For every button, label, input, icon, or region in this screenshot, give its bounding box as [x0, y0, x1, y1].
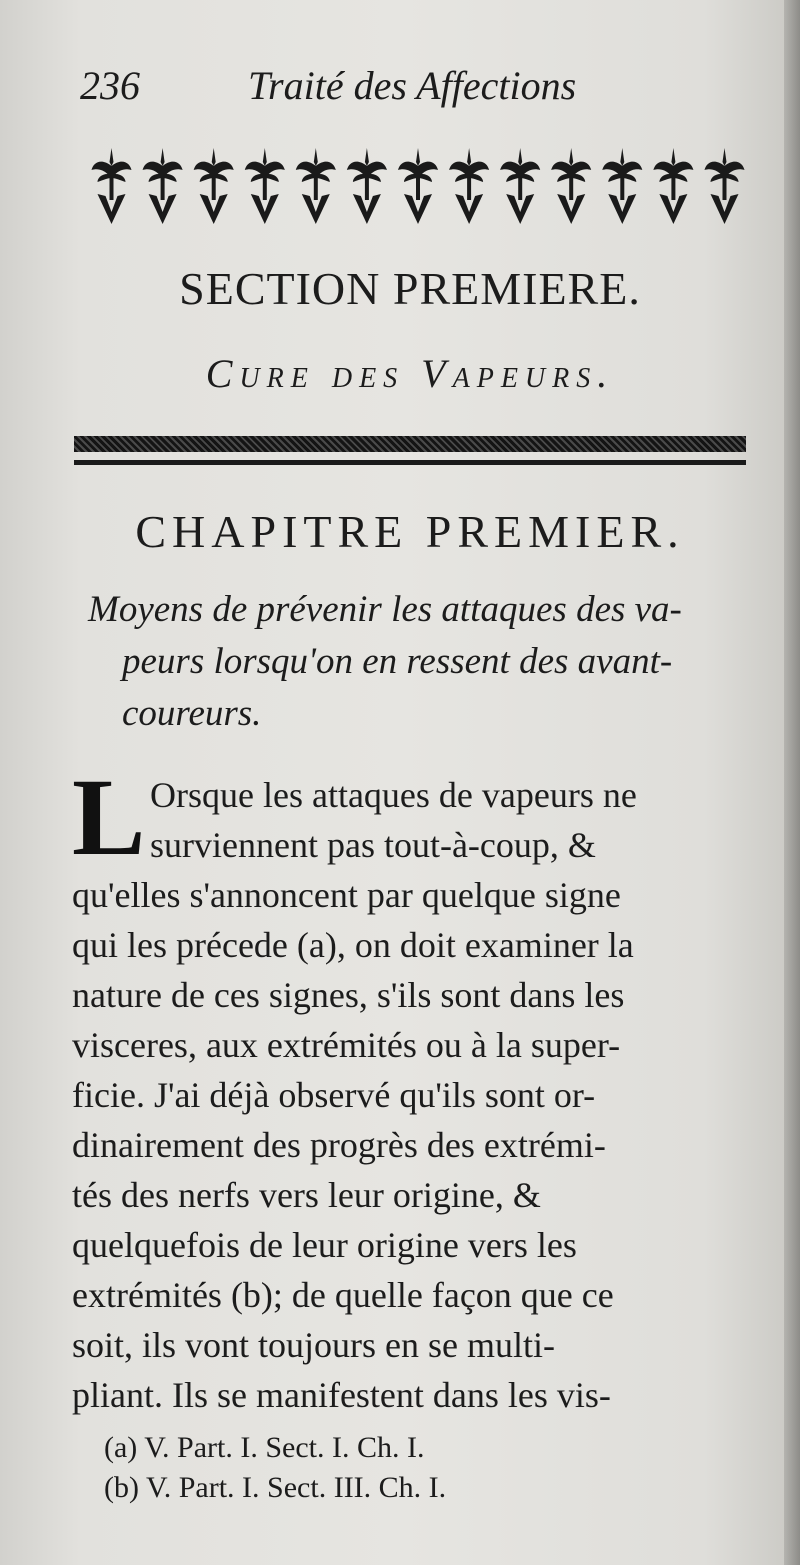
body-line: quelquefois de leur origine vers les [72, 1225, 577, 1265]
footnote: (b) V. Part. I. Sect. III. Ch. I. [104, 1471, 447, 1504]
body-line: pliant. Ils se manifestent dans les vis- [72, 1375, 611, 1415]
fleuron-ornament-icon [194, 148, 234, 224]
fleuron-ornament-icon [449, 148, 489, 224]
body-line: qui les précede (a), on doit examiner la [72, 925, 634, 965]
running-head [80, 58, 740, 118]
body-line: soit, ils vont toujours en se multi- [72, 1325, 555, 1365]
thin-rule [74, 460, 746, 465]
summary-line: coureurs. [122, 693, 262, 734]
running-title: Traité des Affections [248, 63, 577, 108]
body-line: dinairement des progrès des extrémi- [72, 1125, 606, 1165]
body-line: nature de ces signes, s'ils sont dans les [72, 975, 625, 1015]
footnotes [104, 1428, 744, 1508]
thick-rule [74, 436, 746, 452]
body-line: qu'elles s'annoncent par quelque signe [72, 875, 621, 915]
fleuron-ornament-icon [245, 148, 285, 224]
body-line: Orsque les attaques de vapeurs ne [150, 775, 637, 815]
fleuron-ornament-band [86, 142, 750, 228]
fleuron-ornament-icon [500, 148, 540, 224]
body-line: surviennent pas tout-à-coup, & [150, 825, 596, 865]
drop-cap: L [72, 756, 146, 878]
body-line: ficie. J'ai déjà observé qu'ils sont or- [72, 1075, 596, 1115]
page-number: 236 [80, 63, 140, 108]
ornamental-rule [74, 436, 746, 470]
section-title: SECTION PREMIERE. [179, 263, 641, 314]
section-subtitle: Cure des Vapeurs. [205, 351, 615, 396]
fleuron-ornament-icon [653, 148, 693, 224]
fleuron-ornament-icon [602, 148, 642, 224]
fleuron-ornament-icon [705, 148, 745, 224]
fleuron-ornament-icon [296, 148, 336, 224]
fleuron-ornament-icon [551, 148, 591, 224]
fleuron-ornament-icon [92, 148, 132, 224]
summary-line: Moyens de prévenir les attaques des va- [88, 589, 682, 630]
body-line: visceres, aux extrémités ou à la super- [72, 1025, 621, 1065]
body-line: extrémités (b); de quelle façon que ce [72, 1275, 614, 1315]
fleuron-ornament-icon [347, 148, 387, 224]
body-line: tés des nerfs vers leur origine, & [72, 1175, 541, 1215]
fleuron-ornament-icon [143, 148, 183, 224]
body-text [72, 756, 762, 1420]
summary-line: peurs lorsqu'on en ressent des avant- [122, 641, 673, 682]
chapter-title: CHAPITRE PREMIER. [135, 506, 685, 557]
chapter-summary [88, 584, 748, 740]
fleuron-ornament-icon [398, 148, 438, 224]
footnote: (a) V. Part. I. Sect. I. Ch. I. [104, 1431, 425, 1464]
page-edge-shadow [784, 0, 800, 1565]
